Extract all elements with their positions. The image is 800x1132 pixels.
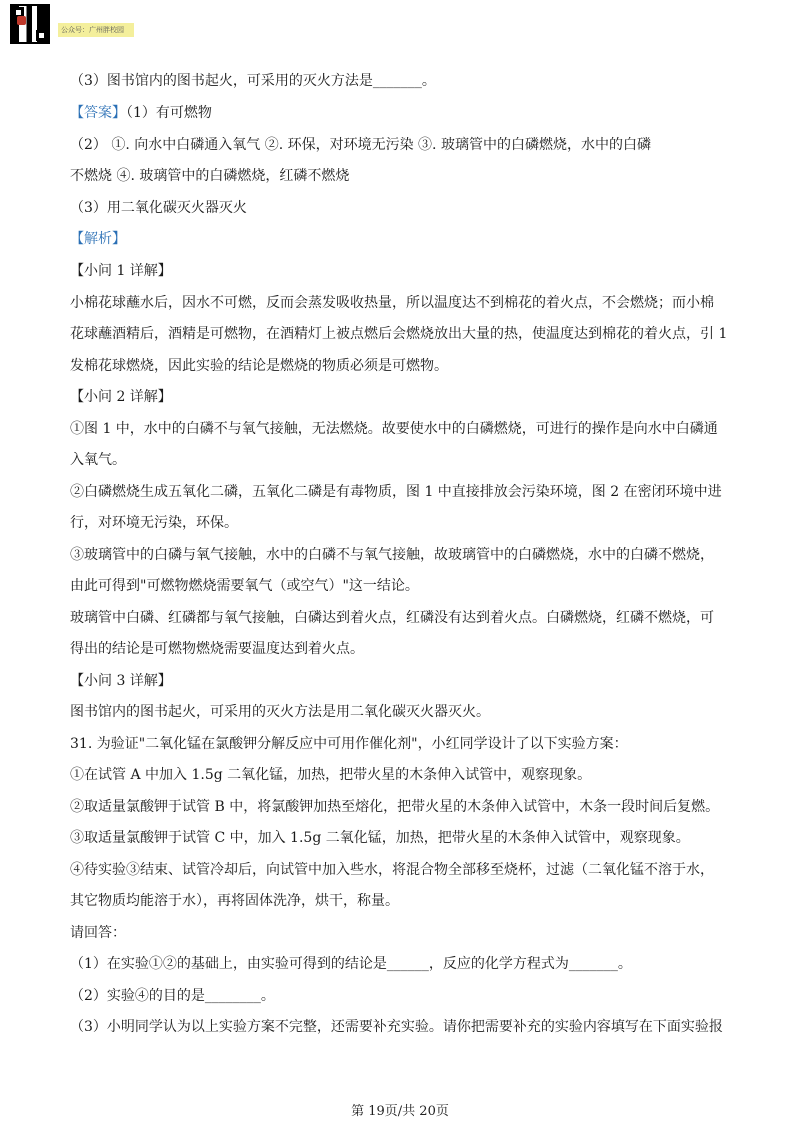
sub2-paragraph-line: 玻璃管中白磷、红磷都与氧气接触，白磷达到着火点，红磷没有达到着火点。白磷燃烧，红磷不燃烧，可 xyxy=(70,610,714,626)
question-31-step: ④待实验③结束、试管冷却后，向试管中加入些水，将混合物全部移至烧杯，过滤（二氧化锰不溶于水， xyxy=(70,862,714,878)
question-31-step: ③取适量氯酸钾于试管 C 中，加入 1.5g 二氧化锰，加热，把带火星的木条伸入试管中，观察现象。 xyxy=(70,830,690,846)
analysis-label: 【解析】 xyxy=(70,231,126,247)
question-3: （3）图书馆内的图书起火，可采用的灭火方法是_______。 xyxy=(70,73,436,89)
sub1-title: 【小问 1 详解】 xyxy=(70,263,172,279)
page-number: 第 19页/共 20页 xyxy=(351,1104,449,1119)
sub2-paragraph-line: 行，对环境无污染，环保。 xyxy=(70,515,238,531)
wechat-account-badge: 公众号：广州胖校园 xyxy=(58,23,134,37)
sub2-paragraph-line: 由此可得到"可燃物燃烧需要氧气（或空气）"这一结论。 xyxy=(70,578,419,594)
answer-1: （1）有可燃物 xyxy=(126,105,212,121)
question-31-sub2: （2）实验④的目的是________。 xyxy=(70,988,275,1004)
answer-3: （3）用二氧化碳灭火器灭火 xyxy=(70,200,247,216)
sub1-paragraph-line: 发棉花球燃烧，因此实验的结论是燃烧的物质必须是可燃物。 xyxy=(70,358,448,374)
qr-code-icon xyxy=(10,4,50,44)
question-31-prompt: 请回答： xyxy=(70,925,126,941)
question-31-intro: 31. 为验证"二氧化锰在氯酸钾分解反应中可用作催化剂"，小红同学设计了以下实验方案： xyxy=(70,736,628,752)
sub2-paragraph-line: 入氧气。 xyxy=(70,452,126,468)
sub2-paragraph-line: ③玻璃管中的白磷与氧气接触，水中的白磷不与氧气接触，故玻璃管中的白磷燃烧，水中的白磷不燃烧， xyxy=(70,547,714,563)
answer-2a: （2） ①. 向水中白磷通入氧气 ②. 环保，对环境无污染 ③. 玻璃管中的白磷燃烧，水中的白磷 xyxy=(70,137,651,153)
question-31-sub3: （3）小明同学认为以上实验方案不完整，还需要补充实验。请你把需要补充的实验内容填写在下面实验报 xyxy=(70,1019,723,1035)
question-31-step: ②取适量氯酸钾于试管 B 中，将氯酸钾加热至熔化，把带火星的木条伸入试管中，木条一段时间后复燃。 xyxy=(70,799,720,815)
question-31-step: 其它物质均能溶于水），再将固体洗净，烘干，称量。 xyxy=(70,893,399,909)
sub1-paragraph-line: 小棉花球蘸水后，因水不可燃，反而会蒸发吸收热量，所以温度达不到棉花的着火点，不会燃烧；而小棉 xyxy=(70,295,714,311)
sub3-paragraph-line: 图书馆内的图书起火，可采用的灭火方法是用二氧化碳灭火器灭火。 xyxy=(70,704,490,720)
sub2-paragraph-line: 得出的结论是可燃物燃烧需要温度达到着火点。 xyxy=(70,641,364,657)
sub2-title: 【小问 2 详解】 xyxy=(70,389,172,405)
sub2-paragraph-line: ②白磷燃烧生成五氧化二磷，五氧化二磷是有毒物质，图 1 中直接排放会污染环境，图 2 在密闭环境中进 xyxy=(70,484,722,500)
answer-line-1 xyxy=(70,102,212,122)
qr-center-logo-icon xyxy=(17,16,26,25)
sub1-paragraph-line: 花球蘸酒精后，酒精是可燃物，在酒精灯上被点燃后会燃烧放出大量的热，使温度达到棉花的着火点，引 1 xyxy=(70,326,728,342)
question-31-sub1: （1）在实验①②的基础上，由实验可得到的结论是______，反应的化学方程式为_______。 xyxy=(70,956,632,972)
answer-label: 【答案】 xyxy=(70,105,126,121)
answer-2b: 不燃烧 ④. 玻璃管中的白磷燃烧，红磷不燃烧 xyxy=(70,168,350,184)
sub3-title: 【小问 3 详解】 xyxy=(70,673,172,689)
question-31-step: ①在试管 A 中加入 1.5g 二氧化锰，加热，把带火星的木条伸入试管中，观察现象。 xyxy=(70,767,592,783)
sub2-paragraph-line: ①图 1 中，水中的白磷不与氧气接触，无法燃烧。故要使水中的白磷燃烧，可进行的操作是向水中白磷通 xyxy=(70,421,718,437)
